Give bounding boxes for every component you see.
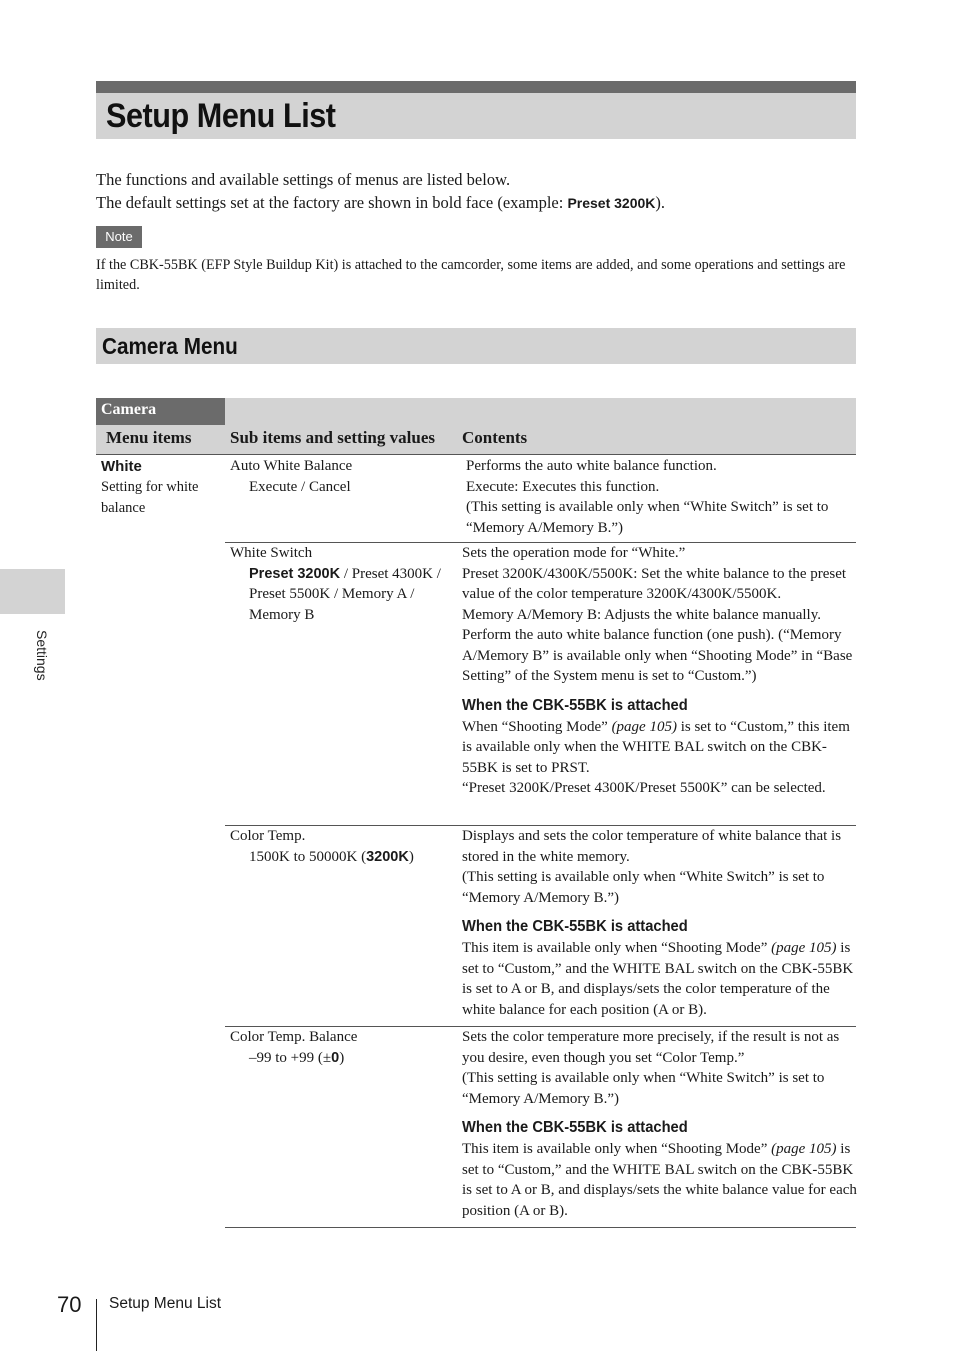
table-row-color-temp xyxy=(230,826,414,867)
intro-bold-example: Preset 3200K xyxy=(567,195,656,211)
intro-line-2-prefix: The default settings set at the factory are shown in bold face (example: xyxy=(96,193,568,212)
content-line: Memory A/Memory B: Adjusts the white balance manually. Perform the auto white balance function (one push). (“Memory A/Memory B” is available only when “Shooting Mode” in “Base Setting” of the System menu is set to “Custom.”) xyxy=(462,606,853,684)
sub-item-values xyxy=(230,847,414,868)
content-line: Displays and sets the color temperature of white balance that is stored in the white memory. xyxy=(462,828,842,865)
content-line: Execute: Executes this function. xyxy=(466,478,660,495)
title-bar-accent xyxy=(96,81,856,93)
section-title: Camera Menu xyxy=(102,333,238,359)
sub-item-values: Execute / Cancel xyxy=(249,478,351,495)
value-prefix: –99 to +99 (± xyxy=(249,1049,332,1066)
table-row-color-temp-balance xyxy=(230,1027,357,1068)
sub-item-title: Auto White Balance xyxy=(230,458,353,474)
attached-text-start: This item is available only when “Shooting Mode” xyxy=(462,1141,772,1157)
note-text: If the CBK-55BK (EFP Style Buildup Kit) is attached to the camcorder, some items are added, and some operations and settings are limited. xyxy=(96,257,846,293)
content-line: (This setting is available only when “White Switch” is set to “Memory A/Memory B.”) xyxy=(462,1070,825,1107)
attached-heading: When the CBK-55BK is attached xyxy=(462,1119,688,1136)
side-tab xyxy=(0,569,65,614)
page-title: Setup Menu List xyxy=(106,97,336,135)
value-prefix: 1500K to 50000K ( xyxy=(249,848,367,865)
attached-extra: “Preset 3200K/Preset 4300K/Preset 5500K” can be selected. xyxy=(462,780,826,796)
other-values: Preset 4300K / Preset 5500K / Memory A / Memory B xyxy=(249,565,441,623)
content-line: Performs the auto white balance function. xyxy=(466,458,717,474)
content-line: Sets the operation mode for “White.” xyxy=(462,545,686,561)
table-row-auto-white-balance xyxy=(230,456,352,497)
attached-text-start: When “Shooting Mode” xyxy=(462,718,612,735)
note-badge: Note xyxy=(96,226,142,248)
attached-text-start: This item is available only when “Shooting Mode” xyxy=(462,940,772,956)
content-line: Sets the color temperature more precisely, if the result is not as you desire, even though you set “Color Temp.” xyxy=(462,1029,840,1066)
footer-divider xyxy=(96,1299,97,1351)
header-contents: Contents xyxy=(462,428,528,447)
header-sub-items: Sub items and setting values xyxy=(230,428,435,447)
row-divider xyxy=(225,1227,856,1228)
default-value: 0 xyxy=(331,1049,340,1066)
page-reference: (page 105) xyxy=(771,940,837,956)
section-header xyxy=(96,328,856,364)
sub-item-title: Color Temp. Balance xyxy=(230,1029,358,1045)
sub-item-values xyxy=(230,1048,357,1069)
attached-text-end: is set to “Custom,” and the WHITE BAL switch on the CBK-55BK is set to A or B, and displays/sets the white balance value for each position (A or B). xyxy=(462,1141,857,1219)
table-header-divider xyxy=(96,454,856,455)
attached-heading: When the CBK-55BK is attached xyxy=(462,918,688,935)
intro-text xyxy=(96,168,856,215)
value-separator: / xyxy=(340,565,352,582)
page-reference: (page 105) xyxy=(771,1141,837,1157)
content-line: (This setting is available only when “White Switch” is set to “Memory A/Memory B.”) xyxy=(462,869,825,906)
default-value: 3200K xyxy=(366,848,409,865)
row-contents xyxy=(462,543,858,799)
camera-tab-label: Camera xyxy=(96,398,225,425)
attached-text xyxy=(462,1139,858,1221)
intro-line-2 xyxy=(96,191,856,215)
row-contents xyxy=(462,1027,858,1221)
side-tab-label: Settings xyxy=(34,630,50,681)
attached-text-end: is set to “Custom,” this item is available only when the WHITE BAL switch on the CBK-55BK is set to PRST. xyxy=(462,718,850,776)
menu-item-white: White xyxy=(101,458,142,475)
title-bar xyxy=(96,93,856,139)
table-row-white-switch xyxy=(230,543,456,625)
sub-item-values xyxy=(230,564,456,626)
sub-item-title: Color Temp. xyxy=(230,828,306,844)
attached-text xyxy=(462,717,858,779)
footer-section: Setup Menu List xyxy=(109,1295,222,1312)
content-line: Preset 3200K/4300K/5500K: Set the white balance to the preset value of the color temperature 3200K/4300K/5500K. xyxy=(462,565,847,602)
attached-text xyxy=(462,938,858,1020)
value-suffix: ) xyxy=(408,848,414,865)
attached-heading: When the CBK-55BK is attached xyxy=(462,696,688,714)
page-reference: (page 105) xyxy=(611,718,677,735)
intro-line-2-suffix: ). xyxy=(655,193,666,212)
intro-line-1: The functions and available settings of menus are listed below. xyxy=(96,170,511,189)
header-menu-items: Menu items xyxy=(106,428,192,447)
default-value: Preset 3200K xyxy=(249,565,341,582)
value-suffix: ) xyxy=(339,1049,345,1066)
menu-item-description: Setting for white balance xyxy=(101,479,199,516)
attached-text-end: is set to “Custom,” and the WHITE BAL switch on the CBK-55BK is set to A or B, and displays/sets the color temperature of the white balance for each position (A or B). xyxy=(462,940,854,1018)
content-line: (This setting is available only when “White Switch” is set to “Memory A/Memory B.”) xyxy=(466,499,829,536)
row-contents xyxy=(462,826,858,1020)
page-number: 70 xyxy=(57,1292,82,1317)
row-contents xyxy=(466,456,854,538)
sub-item-title: White Switch xyxy=(230,545,313,561)
